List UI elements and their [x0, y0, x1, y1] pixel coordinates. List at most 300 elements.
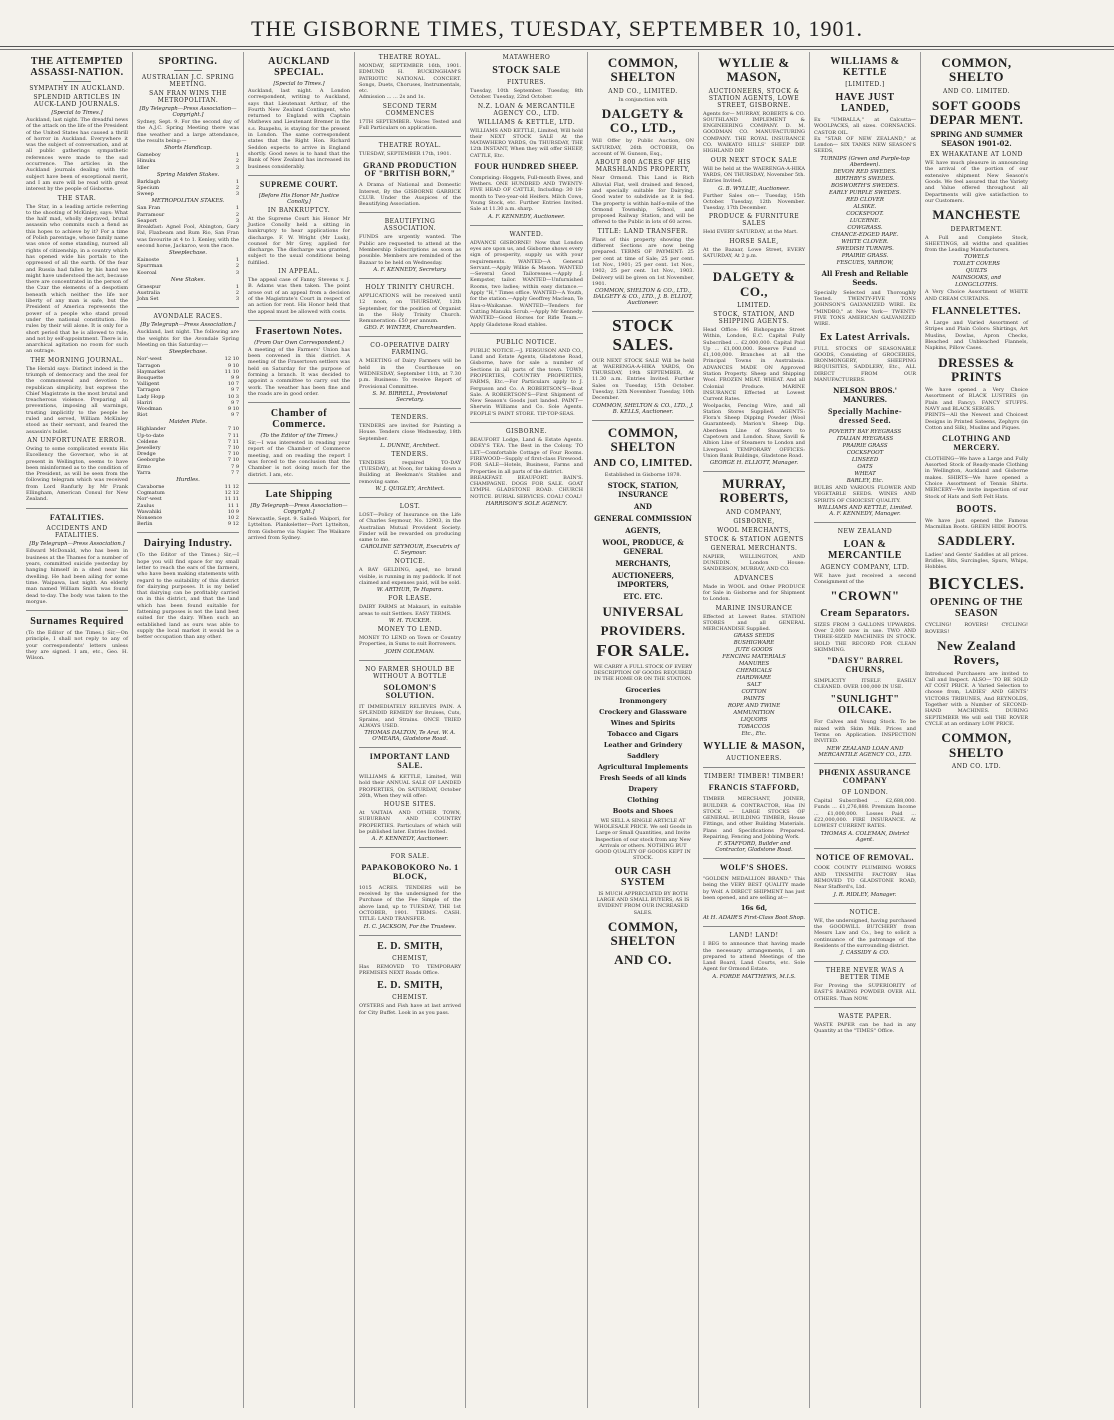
ad-heading: FRANCIS STAFFORD, [708, 783, 800, 793]
race-results [137, 179, 239, 198]
ad-text: WILLIAMS AND KETTLE, Limited, Will hold their NEXT STOCK SALE At the MATAWHERO YARDS, On THURSDAY, THE 12th INSTANT, When they will offer SHEEP, CATTLE, Etc. [470, 127, 583, 159]
subhead-splendid-articles: SPLENDID ARTICLES IN AUCK-LAND JOURNALS. [33, 94, 121, 108]
ad-text: Effected at Lowest Rates. STATION STORES and all GENERAL MERCHANDISE Supplied. [703, 613, 805, 633]
article-text: At the Supreme Court his Honor Mr Justice Conolly held a sitting in bankruptcy to hear applications for discharge. F. W. Wright (Mr Lusk), counsel for Mr Grey, applied for discharge. The discharge was granted, subject to the usual conditions being fulfilled. [248, 215, 350, 266]
headline-late-shipping: Late Shipping [265, 488, 333, 500]
ad-heading: SPRING AND SUMMER SEASON 1901-02. [930, 130, 1023, 149]
ad-subheading: CHEMIST. [392, 994, 428, 1002]
headline-chamber-commerce: Chamber of Commerce. [270, 408, 328, 431]
ad-signature: WILLIAMS AND KETTLE, Limited. A. F. KENNEDY, Manager. [817, 504, 913, 517]
byline: [By Telegraph—Press Association.] [140, 322, 236, 329]
article-text: (To the Editor of the Times.) Sir,—On principle, I shall not reply to any of your correspondents' letters unless they are signed. I am, etc., Geo. H. Wilson. [26, 630, 128, 662]
ad-subheading: AND CO. LIMITED. [942, 87, 1011, 95]
ad-text: IT IMMEDIATELY RELIEVES PAIN. A SPLENDID REMEDY for Bruises, Cuts, Sprains, and Strains. ONCE TRIED ALWAYS USED. [359, 704, 461, 730]
ad-heading: FOR LEASE. [388, 595, 432, 603]
ad-heading: TIMBER! TIMBER! TIMBER! [703, 773, 804, 781]
ad-heading: COMMON, SHELTON [607, 918, 679, 949]
weights-table [137, 356, 239, 418]
ad-text: Comprising: Hoggets, Full-mouth Ewes, and Wethers. ONE HUNDRED AND TWENTY-FIVE HEAD OF CATTLE, Including: 30 18-month to Two-year-old Heifers. Milch Cows, Young Stock, etc. Further Entries Invited. Sale at 11.30 a.m. sharp. [470, 174, 583, 213]
ad-heading: ETC. ETC. [623, 592, 663, 602]
list-item: AMMUNITION [733, 710, 775, 717]
subhead-morning-journal: THE MORNING JOURNAL. [30, 356, 124, 364]
article-text: A meeting of the Farmers' Union has been convened in this district. A meeting of the Frasertown settlers was held on Saturday for the purpose of forming a branch. It was decided to appoint a committee to carry out the work. The weather has been fine and the roads are in good order. [248, 346, 350, 397]
subhead-ajc: AUSTRALIAN J.C. SPRING MEETING. [141, 74, 235, 88]
ad-signature: J. R. RIDLEY, Manager. [833, 891, 897, 898]
list-item: TOILET COVERS [953, 261, 1000, 268]
ad-text: Further Sales on— Tuesday, 15th October. Tuesday, 12th November. Tuesday, 17th December. [703, 192, 805, 212]
ad-signature: NEW ZEALAND LOAN AND MERCANTILE AGENCY CO., LTD. [818, 745, 912, 758]
byline: [Special to Times.] [51, 110, 103, 116]
ad-heading: SECOND TERM COMMENCES [382, 102, 438, 117]
headline-dairying: Dairying Industry. [143, 538, 233, 550]
ad-heading: WOOL, PRODUCE, & GENERAL [602, 538, 684, 557]
ad-heading: TENDERS. [391, 450, 429, 458]
list-item: CHANCE-EDGED RAPE. [831, 231, 899, 238]
ad-text: MONEY TO LEND on Town or Country Properties, in Sums to suit Borrowers. [359, 634, 461, 648]
ad-heading: AUCTIONEERS, IMPORTERS, [612, 571, 674, 590]
ad-text: WASTE PAPER can be had in any Quantity at the "TIMES" Office. [814, 1022, 916, 1035]
ad-heading: BICYCLES. [928, 573, 1025, 593]
list-item: BIRTHBY'S SWEDES. [835, 175, 895, 182]
table-row: Ermo 7 9 [137, 463, 239, 470]
ad-text: Capital Subscribed ... £2,688,000. Funds ... £1,276,888. Premium Income ... £1,000,000. Losses Paid ... £22,000,000. FIRE INSURANCE. At LOWEST CURRENT RATES. [814, 798, 916, 830]
table-row: Cavaborne 11 12 [137, 483, 239, 490]
ad-heading: AGENTS, [625, 526, 661, 536]
ad-heading: NOTICE OF REMOVAL. [815, 852, 915, 862]
ad-text: A BAY GELDING, aged, no brand visible, is running in my paddock. If not claimed and expenses paid, will be sold. [359, 567, 461, 587]
ad-text: Ladies' and Gents' Saddles at all prices. Bridles, Bits, Surcingles, Spurs, Whips, Hobbles. [925, 551, 1028, 571]
ad-text: NAPIER, WELLINGTON, AND DUNEDIN. London House: SANDERSON, MURRAY, AND CO. [703, 553, 805, 573]
ad-heading: OUR NEXT STOCK SALE [710, 156, 798, 164]
article-text: The Herald says: Distinct indeed is the triumph of democracy and the zeal for the commonweal and devotion to republican simplicity, but express the Chief Magistrate in the most brutal and treacherous violence. Preparing all preventions, imposing all warnings, trusting implicitly to the people he ruled and served, William McKinley stood as their servant, and feared the assassin's bullet. [26, 365, 128, 435]
byline: (To the Editor of the Times.) [260, 433, 338, 440]
ad-signature: GEORGE H. ELLIOTT, Manager. [709, 460, 799, 467]
table-row: Specium 2 [137, 185, 239, 191]
list-item: FESCUES, YARROW, [836, 259, 894, 266]
ad-heading: PAPAKOBOKORO No. 1 BLOCK, [361, 863, 459, 882]
article-text: The appeal case of Fanny Stevens v. J. B. Adams was then taken. The point arose out of an appeal from a decision of the Magistrate's Court in respect of an action for rent. His Honor held that the appeal must be allowed with costs. [248, 277, 350, 315]
race-results [137, 257, 239, 276]
list-item: MANURES [738, 661, 770, 668]
price-tag: 16s 6d, [740, 904, 768, 913]
ad-text: ADVANCE GISBORNE! Now that London eyes are upon us, and Gisborne shows every sign of prosperity, supply us with your requirements. WANTED—A General Servant.—Apply Wilkie & Mason. WANTED—Several Good Tailoresses.—Apply J. Kempster, tailor. WANTED—Unfurnished Rooms, two ladies; within easy distance.—Apply "H," Times office. WANTED—A Youth, for the station.—Apply Geoffrey Maclean, Te Hau-o-Waikanae. WANTED—Tenders for Cutting Manuka Scrub.—Apply Mr Kennedy. WANTED—Good Horses for Rifle Team.—Apply Gladstone Road stables. [470, 239, 583, 328]
list-item: TURNIPS (Green and Purple-top Aberdeen). [820, 155, 910, 168]
ad-heading: HOLY TRINITY CHURCH. [365, 283, 455, 291]
ad-signature: HARRISON'S SOLE AGENCY. [485, 501, 568, 508]
ad-text: Held EVERY SATURDAY, at the Mart. [703, 229, 798, 236]
ad-heading: E. D. SMITH, [377, 940, 443, 952]
ad-heading: DRESSES & PRINTS [938, 354, 1015, 384]
ad-heading: HORSE SALE, [729, 237, 779, 245]
ad-text: TIMBER MERCHANT, JOINER, BUILDER & CONTRACTOR, Has IN STOCK — LARGE STOCKS OF GENERAL BUILDING TIMBER, House Fittings, and other Building Materials. Plans and Specifications Prepared. Repairing, Fencing and Jobbing Work. [703, 796, 805, 841]
list-item: POVERTY BAY RYEGRASS [828, 428, 902, 435]
ad-signature: A. F. KENNEDY, Secretary. [373, 266, 447, 273]
ad-text: A Large and Varied Assortment of Stripes and Plain Colors: Shirtings, Art Muslins, Dowlas, Apron Checks, Bleached and Unbleached Flannels, Napkins, Pillow Cases. [925, 320, 1028, 352]
ad-heading: FLANNELETTES. [931, 306, 1022, 318]
article-text: (To the Editor of the Times.) Sir,—I hope you will find space for my small letter to reach the ears of the farmers, who have been making statements with regard to the suitability of this district for dairying purposes. It is my belief that dairying can be profitably carried on in this district, and that the land which has been found suitable for fattening purposes is not the land best suited for the dairy. When such an established land as ours was able to supply the local market it would be a better occupation than any other. [137, 552, 239, 641]
ad-subheading: AUCTIONEERS, STOCK & STATION AGENTS, LOWE STREET, GISBORNE. [708, 87, 800, 109]
list-item: SWEDISH TURNIPS. [836, 245, 894, 252]
weights-table [137, 426, 239, 476]
ad-text: WE, the undersigned, having purchased the GOODWILL BUTCHERY from Messrs Law and Co., beg to solicit a continuance of the patronage of the Residents of the surrounding district. [814, 917, 916, 949]
ad-heading: THERE NEVER WAS A BETTER TIME [825, 967, 905, 982]
headline-sporting: SPORTING. [158, 56, 218, 67]
ad-text: PUBLIC NOTICE.—J. FERGUSON AND CO., Land and Estate Agents, Gladstone Road, Gisborne, have for sale a number of Sections in all parts of the town. TOWN PROPERTIES, COUNTRY PROPERTIES, FARMS, Etc.—For Particulars apply to J. Ferguson and Co. A ROBERTSON'S—Boat Sale. A ROBERTSON'S—First Shipment of New Season's Goods just landed. PAINT—Sherwin Williams and Co. Sole Agents. PEOPLE'S PAINT STORE. TIP-TOP-SEAS. [470, 347, 583, 417]
ad-signature: W. ARTHUR, Te Hapara. [376, 587, 444, 594]
table-row: Lady Hopp 10 3 [137, 393, 239, 400]
ad-heading: WYLLIE & MASON, [703, 741, 805, 753]
table-row: Graespur 1 [137, 283, 239, 290]
ad-text: WE have just received a second Consignment of the [814, 572, 916, 586]
ad-heading: AND COMPANY, [725, 508, 783, 516]
table-row: Nonsence 10 2 [137, 514, 239, 521]
race-results [137, 152, 239, 171]
ad-heading: STOCK SALE [492, 65, 561, 76]
table-row: Kainoste 1 [137, 257, 239, 264]
column-1 [22, 52, 133, 1408]
ad-text: LOST—Policy of Insurance on the Life of Charles Seymour, No. 12903, in the Australian Mutual Provident Society. Finder will be rewarded on producing same to me. [359, 511, 461, 544]
list-item: WHEAT [854, 470, 876, 477]
table-row: Geeborghe 7 10 [137, 457, 239, 464]
ad-text: TENDERS are invited for Painting a House. Tenders close Wednesday, 18th September. [359, 422, 461, 442]
ad-text: For Calves and Young Stock. To be mixed with Skim Milk. Prices and Terms on Application. INSPECTION INVITED. [814, 719, 916, 745]
list-item: PRAIRIE GRASS. [841, 252, 889, 259]
ad-heading: NELSON BROS.' MANURES. [833, 386, 897, 405]
list-item: Boots and Shoes [612, 806, 674, 815]
ad-heading: PRODUCE & FURNITURE SALES [708, 213, 800, 228]
list-item: Ironmongery [619, 696, 667, 705]
ad-text: OUR NEXT STOCK SALE Will be held at WAERENGA-A-HIKA YARDS, On THURSDAY, 19th SEPTEMBER, At 11.30 a.m. Entries Invited. Further Sales on Tuesday, 15th October. Tuesday, 12th November. Tuesday, 10th December. [592, 357, 694, 402]
ad-heading: New Zealand Rovers, [937, 637, 1016, 668]
ad-heading: ABOUT 800 ACRES OF HIS MARSHLANDS PROPERTY, [595, 159, 691, 174]
list-item: RED CLOVER [846, 196, 884, 203]
ad-text: Admission ... ... 2s and 1s. [359, 94, 426, 101]
table-row: Idler 3 [137, 164, 239, 171]
ad-heading: ADVANCES [734, 574, 774, 582]
list-item: SALT [746, 682, 762, 689]
ad-heading: BEAUTIFYING ASSOCIATION. [383, 218, 437, 233]
ad-heading: DALGETY & CO., [712, 269, 796, 299]
column-9 [921, 52, 1032, 1408]
ad-text: Introduced Purchasers are invited to Call and Inspect. ALSO— TO BE SOLD AT COST PRICE. A Varied Selection to choose from, LADIES' AND GENTS' VICTORS TRIBUNES, And REYNOLDS, Together with a Number of SECOND-HAND MACHINES. DURING SEPTEMBER We will sell THE ROVER CYCLE at an ordinary LOW PRICE. [925, 670, 1028, 727]
masthead-rule [0, 49, 1114, 50]
list-item: ALSIKE. [853, 203, 877, 210]
ad-heading: LOAN & MERCANTILE [828, 538, 902, 561]
article-text: Sydney, Sept. 9. For the second day of the A.J.C. Spring Meeting there was fine weather and a large attendance, the results being:— [137, 119, 239, 144]
ad-heading: MARINE INSURANCE [715, 604, 793, 612]
ad-heading: STOCK SALES. [612, 316, 674, 354]
byline: [By Telegraph—Press Association—Copyright.] [250, 502, 348, 515]
table-row: Sweep 3 [137, 191, 239, 198]
ad-heading: LAND! LAND! [729, 932, 779, 940]
column-8 [810, 52, 921, 1408]
subhead-accidents: ACCIDENTS AND FATALITIES. [46, 525, 108, 540]
ad-signature: THOMAS DALTON, Te Arai. W. A. O'MEARA, Gladstone Road. [364, 730, 456, 743]
article-text: Breakfast: Agnel Fool, Abington, Gary Fal, Flaxbeam and Rum Rio, San Fran was favourite at 4 to 1. Kenley, with the second horse, Jackaroo, won the race. [137, 224, 239, 249]
ad-text: FULL STOCKS OF SEASONABLE GOODS, Consisting of GROCERIES, IRONMONGERY, SHEEPING REQUISITES, SADDLERY, Etc., ALL DIRECT FROM OUR MANUFACTURERS. [814, 345, 916, 384]
ad-text: BREAKFAST. BEAUFORT. BAIN'S. CHAMPAGNE. DOGS FOR SALE. GOAT LYMPH. GLADSTONE ROAD. CHURCH NOTICE. BURIAL SERVICES. COAL! COAL! [470, 474, 583, 500]
race-title: Spring Maiden Stakes. [156, 171, 220, 178]
weights-table [137, 484, 239, 527]
ad-heading: FOR SALE. [390, 853, 430, 861]
ad-text: CYCLING! ROVERS! CYCLING! ROVERS! [925, 622, 1028, 635]
list-item: FENCING MATERIALS [722, 654, 786, 661]
ad-heading: SADDLERY. [937, 533, 1016, 549]
list-item: Tobacco and Cigars [607, 729, 679, 738]
list-item: JUTE GOODS [735, 647, 773, 654]
ad-signature: W. H. TUCKER. [388, 617, 432, 624]
ad-text: Agents for— MURRAY, ROBERTS & CO. SOUTHLAND IMPLEMENT & ENGINEERING COMPANY. D. M. GOODMAN CO. MANUFACTURING COMPANY. THE ROYAL INSURANCE CO. WAIKATO HILLS' SHEEP DIP. HIGHLAND DIP. [703, 110, 805, 155]
ad-text: IS MUCH APPRECIATED BY BOTH LARGE AND SMALL BUYERS, AS IS EVIDENT FROM OUR INCREASED SALES. [596, 890, 690, 916]
list-item: Saddlery [627, 751, 659, 760]
table-row: Spurrman 2 [137, 263, 239, 270]
ad-text: We have opened a Very Choice Assortment of BLACK LUSTRES (in Plain and Fancy). FANCY STUFFS. NAVY and BLACK SERGES. [925, 387, 1028, 413]
column-7 [699, 52, 810, 1408]
ad-text: Established in Gisborne 1878. [604, 472, 682, 479]
ad-text: SIZES FROM 3 GALLONS UPWARDS. Over 2,000 now in use. TWO AND THREE-SIZED MACHINES IN STOCK. HOLD THE RECORD FOR CLEAN SKIMMING. [814, 621, 916, 653]
list-item: TOWELS [964, 254, 989, 261]
article-text: The Star, in a leading article referring to the shooting of McKinley, says: What the half mad, wholly depraved, brutal assassin who commits such a fiend as this hopes to achieve by it? For a time of Polish parentage, whose family name was once of some standing, nursed all rights of citizenship, in a country which has opened wide his portals to the oppressed of all the earth. Of the fear and Russia had fallen by his hand we might have understood the act, because there are concentrated in the person of the Czar the elements of a despotism beneath which neither the life nor liberty of any man is safe, but the President of America represents the power of a people who stand proud under the national constitution. He rules by their will alone. It is only for a short period that he is allowed to rule, and not by self-appointment. There is in anarchical agitation no room for such an outrage. [26, 203, 128, 355]
race-title: METROPOLITAN STAKES. [151, 198, 225, 205]
ad-subheading: CHEMIST, [392, 954, 428, 962]
article-text: Sir,—I was interested in reading your report of the Chamber of Commerce meeting, and on reading the report I was forced to the conclusion that the Chamber is not doing much for the district. I am, etc. [248, 440, 350, 478]
ad-heading: THEATRE ROYAL. [378, 54, 442, 61]
ad-signature: GEO. F. WINTER, Churchwarden. [364, 325, 456, 332]
ad-text: TUESDAY, SEPTEMBER 17th, 1901. [359, 151, 452, 158]
ad-text: "GOLDEN MEDALLION BRAND." This being the VERY BEST QUALITY made by Wolf. A DIRECT SHIPMENT has just been opened, and are selling at— [703, 876, 805, 901]
ad-text: Will Offer by Public Auction, ON SATURDAY, 26th OCTOBER, On account of W. Gunson, Esq., [592, 138, 694, 158]
ad-heading: AND [634, 502, 652, 512]
ad-text: Tuesday, 10th September. Tuesday, 8th October. Tuesday, 22nd October. [470, 88, 583, 101]
article-text: Auckland, last night. The dreadful news of the attack on the life of the President of the United States has caused a thrill of horror in Auckland. Everywhere it was the subject of conversation, and at all public gatherings sympathetic references were made to the sad occurrence. The articles in the Auckland journals dealing with the subject have been of exceptional merit, and I am sure will be read with great interest by the people of Gisborne. [26, 117, 128, 193]
ad-heading: LOST. [399, 502, 421, 510]
ad-text: WE CARRY A FULL STOCK OF EVERY DESCRIPTION OF GOODS REQUIRED IN THE HOME OR ON THE STATION. [593, 663, 693, 683]
ad-heading: GISBORNE. [505, 428, 548, 436]
ad-heading: AND CO, LIMITED. [593, 458, 693, 470]
ad-heading: WOOL MERCHANTS, [717, 526, 791, 534]
ad-heading: TENDERS. [391, 413, 429, 421]
ad-text: BULBS AND VARIOUS FLOWER AND VEGETABLE SEEDS. WINES AND SPIRITS OF CHOICEST QUALITY. [814, 484, 916, 504]
table-row: Barklagh 1 [137, 178, 239, 185]
ad-text: We have just opened the Famous Macmillan Boots. GREEN HIDE BOOTS. [925, 517, 1028, 531]
ad-signature: JOHN COLEMAN. [385, 648, 435, 655]
list-item: HARDWARE [736, 675, 772, 682]
ad-subheading: OF LONDON. [841, 789, 889, 797]
list-item: Groceries [625, 685, 661, 694]
list-item: COWGRASS. [847, 224, 883, 231]
list-item: GRASS SEEDS [733, 633, 775, 640]
table-row: Nor'-west 12 10 [137, 356, 239, 363]
ad-subheading: DEPARTMENT. [950, 225, 1003, 233]
list-item: Etc., Etc. [741, 731, 767, 738]
ad-heading: GISBORNE, [733, 517, 775, 525]
ad-heading: STOCK & STATION AGENTS [704, 535, 804, 543]
race-title: Shorts Handicap. [164, 145, 212, 152]
ad-text: Near Ormond. This Land is Rich Alluvial Flat, well drained and fenced, and specially suitable for Dairying. Good water to subdivide as it is fed. The property is within half-a-mile of the Ormond Township, School, and proposed Railway Station, and will be offered to the Public in lots of 60 acres. [592, 175, 694, 226]
ad-text: WILLIAMS & KETTLE, Limited, Will hold their ANNUAL SALE OF LANDED PROPERTIES, On SATURDAY, October 26th, When they will offer: [359, 773, 461, 799]
ad-heading: GRAND PRODUCTION OF "BRITISH BORN," [363, 160, 457, 179]
list-item: PRAIRIE GRASS [842, 442, 888, 449]
subhead-san-fran: SAN FRAN WINS THE METROPOLITAN. [149, 90, 227, 104]
page-title: THE GISBORNE TIMES, TUESDAY, SEPTEMBER 10, 1901. [251, 16, 863, 41]
ad-heading: NOTICE. [394, 558, 426, 566]
ad-text: COOK COUNTY PLUMBING WORKS AND TINSMITH FACTORY Has REMOVED TO GLADSTONE ROAD, Near Stafford's, Ltd. [814, 865, 916, 891]
list-item: LUCERNE. [849, 217, 881, 224]
list-item: WHITE CLOVER. [841, 238, 889, 245]
ad-subheading: FIXTURES. [506, 79, 547, 86]
ad-heading: GENERAL COMMISSION [594, 514, 692, 524]
race-results [137, 284, 239, 303]
ad-subheading: LIMITED. [737, 301, 771, 309]
subhead-sympathy: SYMPATHY IN AUCKLAND. [29, 85, 125, 92]
ad-signature: THOMAS A. COLEMAN, District Agent. [820, 830, 910, 843]
subhead-unfortunate-error: AN UNFORTUNATE ERROR. [27, 436, 127, 444]
ad-text: Head Office: 96 Bishopsgate Street Within, London, E.C. Capital Fully Subscribed ... £2,000,000. Capital Paid Up ... £1,000,000. Reserve Fund ... £1,100,000. Branches at all the Principal Towns in Australasia. ADVANCES MADE ON Approved Station Property. Sheep and Shipping Wool. FROZEN MEAT. WHEAT. And all Colonial Produce. MARINE INSURANCE Effected at Lowest Current Rates. [703, 326, 805, 403]
ad-heading: COMMON, SHELTON [607, 424, 679, 454]
list-item: DEVON RED SWEDES. [833, 168, 897, 175]
ad-heading: NEW ZEALAND [837, 527, 893, 535]
ad-heading: PHŒNIX ASSURANCE COMPANY [818, 767, 912, 786]
column-6 [588, 52, 699, 1408]
headline-surnames: Surnames Required [30, 616, 124, 628]
ad-signature: COMMON, SHELTON & CO., LTD., DALGETY & CO., LTD., J. B. ELLIOT, Auctioneer. [593, 288, 693, 307]
list-item: Clothing [627, 795, 659, 804]
list-item: Drapery [628, 784, 658, 793]
ad-text: In conjunction with [618, 96, 668, 103]
table-row: Woodman 9 10 [137, 405, 239, 412]
table-row: Haymarket 11 10 [137, 368, 239, 375]
list-item: PAINTS [743, 696, 765, 703]
ad-subheading: EX WHAKATANE AT LOND [930, 151, 1023, 159]
list-item: Wines and Spirits [610, 718, 676, 727]
list-item: Agricultural Implements [597, 762, 689, 771]
ad-subheading: [LIMITED.] [845, 81, 885, 88]
column-4 [355, 52, 466, 1408]
ad-text: WE SELL A SINGLE ARTICLE AT WHOLESALE PRICE. We sell Goods in Large or Small Quantities, and Invite Inspection of our stock from any New Arrivals or others. NOTHING BUT GOOD QUALITY OF GOODS KEPT IN STOCK. [594, 817, 692, 862]
column-3 [244, 52, 355, 1408]
ad-heading: HOUSE SITES. [383, 801, 437, 809]
subhead-bankruptcy: IN BANKRUPTCY. [267, 206, 331, 214]
ad-text: Has REMOVED TO TEMPORARY PREMISES NEXT Roads Office. [359, 963, 461, 976]
subhead-star: THE STAR. [57, 194, 97, 202]
ad-heading: WILLIAMS & KETTLE [830, 56, 900, 78]
ad-heading: THEATRE ROYAL. [378, 142, 442, 150]
list-item: TOBACCOS [737, 724, 771, 731]
article-text: Auckland, last night. The following are the weights for the Avondale Spring Meeting on this Saturday:— [137, 329, 239, 349]
table-row: Hariri 9 7 [137, 399, 239, 406]
table-row: Dredge 7 10 [137, 451, 239, 458]
ad-heading: NOTICE. [849, 908, 881, 916]
byline: [By Telegraph—Press Association—Copyright.] [139, 106, 237, 118]
column-2 [133, 52, 244, 1408]
headline-supreme-court: SUPREME COURT. [259, 179, 339, 189]
table-row: Jewellery 7 10 [137, 444, 239, 451]
ad-text: 17TH SEPTEMBER. Voices Tested and Full Particulars on application. [359, 118, 461, 132]
ad-heading: WANTED. [509, 230, 544, 238]
table-row: Berlin 9 12 [137, 521, 239, 528]
list-item: LONGCLOTHS. [955, 282, 998, 289]
table-row: Up-to-date 7 11 [137, 432, 239, 439]
ad-heading: AND CO. [614, 951, 672, 967]
ad-signature: At H. ADAIR'S First-Class Boot Shop. [703, 915, 806, 922]
ad-text: CLOTHING—We have a Large and Fully Assorted Stock of Ready-made Clothing in Wellington, Auckland and Gisborne makes. SHIRTS—We have opened a Choice Assortment of Tennis Shirts. MERCERY—We invite inspection of our Stock of Hats and Soft Felt Hats. [925, 455, 1028, 500]
table-row: Yarra 7 7 [137, 469, 239, 476]
list-item: QUILTS [965, 268, 988, 275]
ad-heading: FOR SALE. [596, 641, 690, 661]
ad-heading: FOUR HUNDRED SHEEP. [474, 162, 579, 172]
ad-signature: L. DUNNE, Architect. [380, 442, 440, 449]
ad-text: BEAUFORT Lodge, Land & Estate Agents. ODEY'S TEA. The Best in the Colony. TO LET—Comfortable Cottage of Four Rooms. FIREWOOD—Supply of first-class Firewood. FOR SALE—Hotels, Business, Farms and Properties in all parts of the district. [470, 437, 583, 475]
table-row: Australia 2 [137, 290, 239, 297]
race-title: Steeplechase. [169, 349, 207, 356]
ad-heading: MONEY TO LEND. [377, 625, 443, 633]
list-item: EARLY PURPLE SWEDES. [828, 189, 902, 196]
race-title: New Stakes. [170, 276, 206, 283]
ad-heading: MURRAY, ROBERTS, [719, 476, 789, 506]
list-item: Leather and Grindery [603, 740, 683, 749]
list-item: Fresh Seeds of all kinds [599, 773, 687, 782]
ad-text: Ex "STAR OF NEW ZEALAND," at London— SIX TANKS NEW SEASON'S SEEDS, [814, 135, 916, 155]
race-title: Hurdles. [176, 476, 200, 483]
ad-heading: OUR CASH SYSTEM [614, 865, 672, 888]
ad-text: WE have much pleasure in announcing the arrival of the portion of our extensive shipment New Season's Goods. We feel assured that the Variety and Value offered throughout all Departments will give satisfaction to our Customers. [925, 160, 1028, 204]
ad-signature: COMMON, SHELTON & CO., LTD., J. B. KELLS, Auctioneer. [592, 402, 694, 415]
ad-text: MONDAY, SEPTEMBER 16th, 1901. EDMUND H. BUCKINGHAM'S PATRIOTIC NATIONAL CONCERT. Songs, Duets, Choruses, Instrumentals, etc. [359, 63, 461, 95]
headline-fatalities: FATALITIES. [49, 512, 105, 522]
ad-heading: Specially Machine-dressed Seed. [827, 407, 903, 426]
ad-signature: W. J. QUIGLEY, Architect. [375, 485, 445, 492]
ad-text: DAIRY FARMS at Makauri, in suitable areas to suit Settlers. EASY TERMS. [359, 604, 461, 617]
list-item: BOSWORTH'S SWEDES. [831, 182, 899, 189]
list-item: COTTON [741, 689, 767, 696]
ad-heading: IMPORTANT LAND SALE. [369, 752, 451, 771]
ad-text: SIMPLICITY ITSELF. EASILY CLEANED. OVER 100,000 IN USE. [814, 677, 916, 691]
ad-text: Made in WOOL and Other PRODUCE for Sale in Gisborne and for Shipment to London. [703, 583, 805, 603]
headline-auckland-special: AUCKLAND SPECIAL. [268, 56, 330, 78]
ad-signature: J. CASSIDY & CO. [840, 950, 890, 957]
ad-subheading: AUCTIONEERS. [726, 755, 782, 763]
columns [22, 52, 1108, 1412]
ad-heading: WASTE PAPER. [838, 1013, 892, 1021]
list-item: COCKSFOOT. [846, 210, 884, 217]
ad-signature: A. F. KENNEDY, Auctioneer. [371, 836, 449, 843]
list-item: BUSHIGWARE [733, 640, 775, 647]
ad-heading: DALGETY & CO., LTD., [601, 105, 685, 136]
table-row: Seaport 3 [137, 217, 239, 224]
table-row: John Set 3 [137, 296, 239, 303]
list-item: OATS [857, 463, 873, 470]
byline: (From Our Own Correspondent.) [254, 339, 344, 346]
race-results [137, 205, 239, 224]
ad-signature: CAROLINE SEYMOUR, Executrix of C. Seymour. [360, 544, 460, 557]
ad-signature: F. STAFFORD, Builder and Contractor, Gladstone Road. [715, 841, 793, 854]
ad-text: A MEETING of Dairy Farmers will be held in the Courthouse on WEDNESDAY, September 11th, at 7.30 p.m. Business: To receive Report of Provisional Committee. [359, 358, 461, 390]
article-text: Owing to some complicated events His Excellency the Governor, who is at present in Wellington, seems to have been misinformed as to the condition of the President, as will be seen from the following telegram which was received from Lord Ranfurly by Mr Frank Ellingham, American Consul for New Zealand. [26, 445, 128, 503]
table-row: Tarragon 9 7 [137, 387, 239, 394]
table-row: Cogmatum 12 12 [137, 490, 239, 497]
ad-signature: H. C. JACKSON, For the Trustees. [363, 923, 457, 930]
ad-heading: MERCHANTS, [615, 559, 671, 569]
ad-heading: PUBLIC NOTICE. [496, 338, 557, 346]
headline-assassination: THE ATTEMPTED ASSASSI-NATION. [30, 56, 124, 78]
table-row: Riot 9 7 [137, 412, 239, 419]
ad-signature: A. FORDE MATTHEWS, M.I.S. [712, 973, 796, 980]
list-item: NAINSOOKS, and [951, 275, 1002, 282]
ad-heading: MANCHESTE [932, 207, 1021, 223]
list-item: COCKSFOOT [846, 449, 884, 456]
article-text: Edward McDonald, who has been in business at the Thames for a number of years, committed suicide yesterday by hanging himself in a shed near his dwelling. He had been ailing for some time. Waipawa, last night. An elderly man named William Smith was found dead to-day. The body was taken to the morgue. [26, 548, 128, 605]
ad-heading: WOLF'S SHOES. [719, 863, 789, 873]
